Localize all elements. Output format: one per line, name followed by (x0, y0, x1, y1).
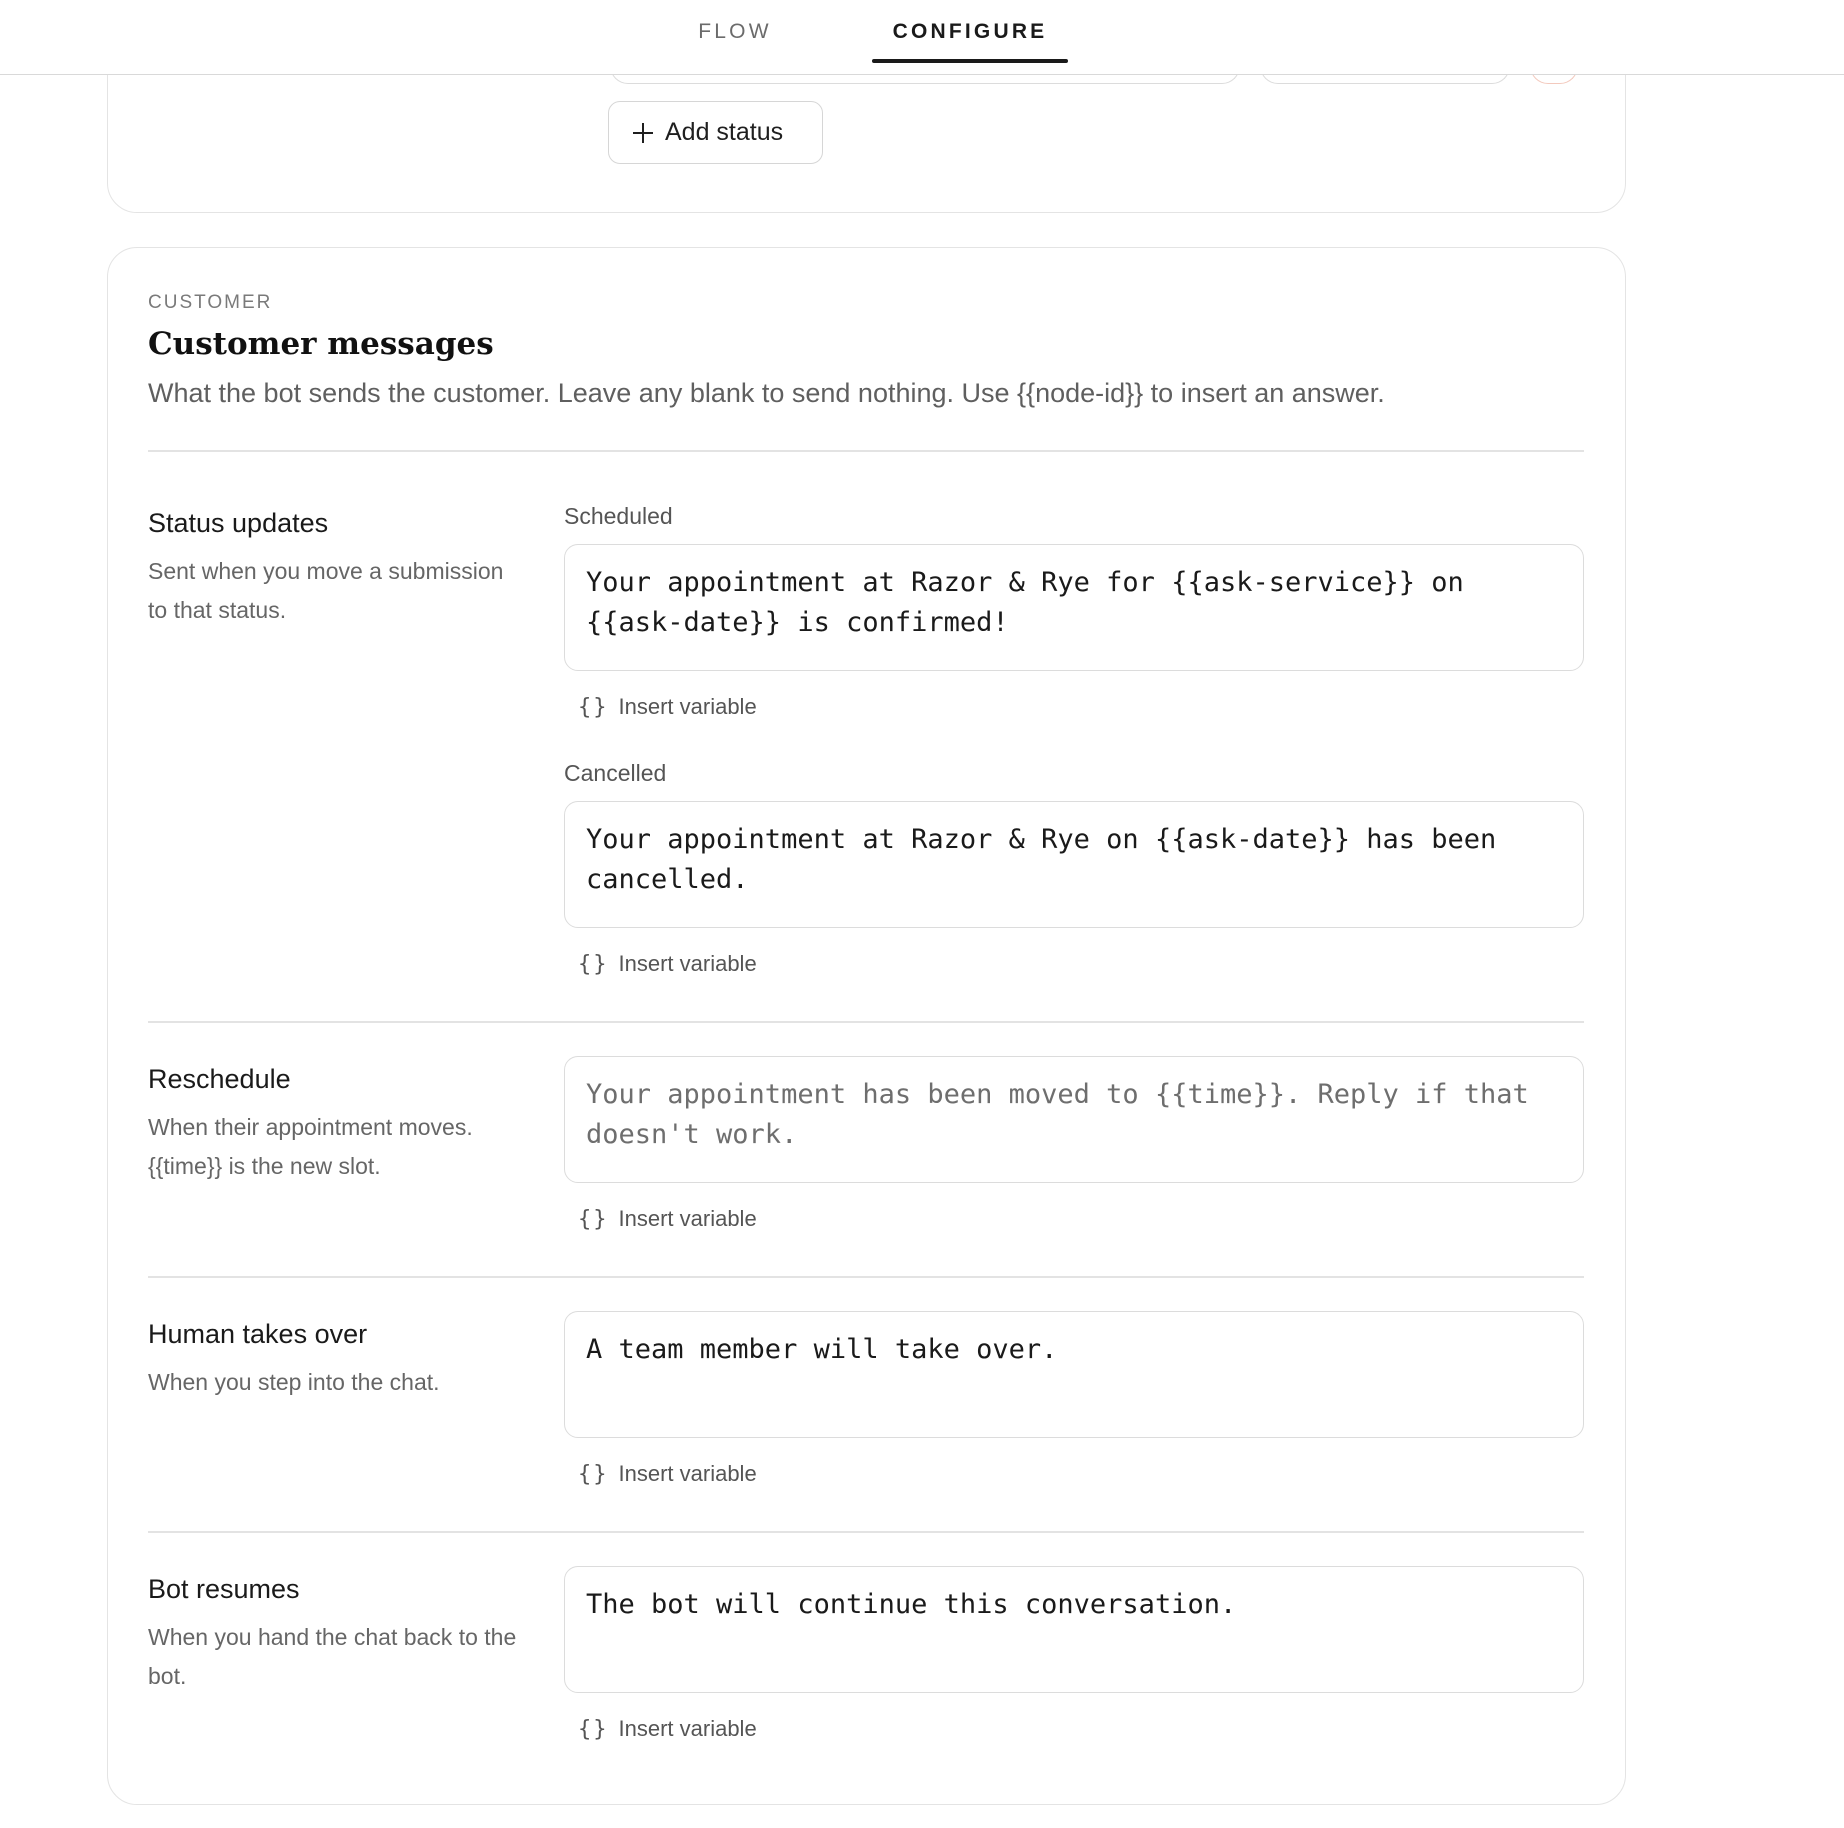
insert-variable-label: Insert variable (618, 694, 757, 719)
status-updates-title: Status updates (148, 508, 329, 538)
section-description: What the bot sends the customer. Leave any blank to send nothing. Use {{node-id}} to insert an answer. (148, 378, 1385, 408)
tab-configure[interactable]: CONFIGURE (892, 20, 1048, 43)
human-takes-over-message-input[interactable] (564, 1311, 1584, 1438)
row-divider (148, 1276, 1584, 1278)
insert-variable-label: Insert variable (618, 1461, 757, 1486)
reschedule-description: When their appointment moves. {{time}} is the new slot. (148, 1114, 473, 1179)
plus-icon (633, 123, 653, 143)
scheduled-label: Scheduled (564, 503, 673, 529)
braces-icon: {} (578, 1206, 609, 1232)
human-takes-over-title: Human takes over (148, 1319, 368, 1349)
reschedule-message-input[interactable] (564, 1056, 1584, 1183)
section-title: Customer messages (148, 326, 494, 362)
active-tab-indicator (872, 59, 1068, 63)
braces-icon: {} (578, 1716, 609, 1742)
scheduled-message-input[interactable] (564, 544, 1584, 671)
insert-variable-button[interactable] (578, 1203, 757, 1235)
status-updates-description: Sent when you move a submission to that status. (148, 558, 504, 623)
add-status-label: Add status (665, 118, 784, 146)
row-divider (148, 1021, 1584, 1023)
insert-variable-label: Insert variable (618, 1716, 757, 1741)
insert-variable-label: Insert variable (618, 951, 757, 976)
section-eyebrow: CUSTOMER (148, 292, 273, 313)
bot-resumes-description: When you hand the chat back to the bot. (148, 1624, 517, 1689)
insert-variable-button[interactable] (578, 1713, 757, 1745)
cancelled-message-input[interactable] (564, 801, 1584, 928)
braces-icon: {} (578, 1461, 609, 1487)
insert-variable-button[interactable] (578, 1458, 757, 1490)
bot-resumes-title: Bot resumes (148, 1574, 300, 1604)
bot-resumes-message-input[interactable] (564, 1566, 1584, 1693)
human-takes-over-description: When you step into the chat. (148, 1369, 440, 1395)
insert-variable-button[interactable] (578, 948, 757, 980)
row-divider (148, 1531, 1584, 1533)
cancelled-label: Cancelled (564, 760, 667, 786)
braces-icon: {} (578, 694, 609, 720)
reschedule-title: Reschedule (148, 1064, 291, 1094)
tab-flow[interactable]: FLOW (698, 20, 772, 43)
top-tab-bar (0, 0, 1844, 75)
insert-variable-label: Insert variable (618, 1206, 757, 1231)
braces-icon: {} (578, 951, 609, 977)
add-status-button[interactable] (608, 101, 823, 164)
insert-variable-button[interactable] (578, 691, 757, 723)
section-divider (148, 450, 1584, 452)
